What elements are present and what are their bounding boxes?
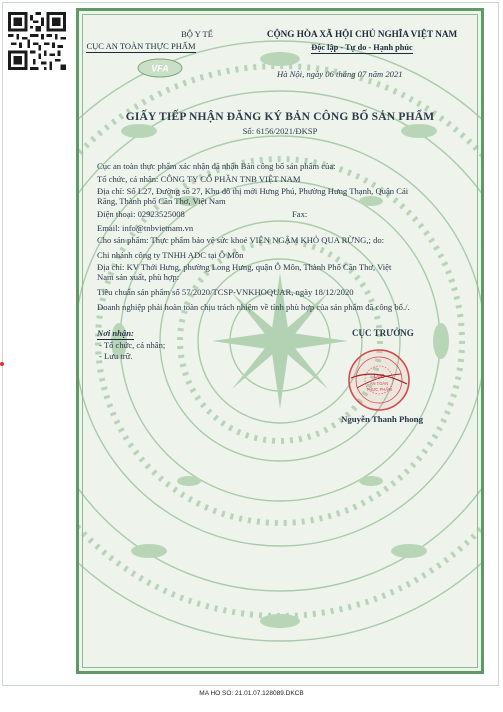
document-title: GIẤY TIẾP NHẬN ĐĂNG KÝ BẢN CÔNG BỐ SẢN PHẨM — [125, 111, 435, 123]
dossier-code: MA HO SO: 21.01.07.128089.DKCB — [199, 690, 304, 697]
address-line-cont: Răng, Thành phố Cần Thơ, Việt Nam — [97, 196, 226, 206]
vfa-logo — [137, 58, 183, 78]
document-number: Số: 6156/2021/ĐKSP — [242, 126, 318, 136]
organization-line: Tổ chức, cá nhân: CÔNG TY CỔ PHẦN TNB VIỆT NAM — [97, 174, 301, 184]
responsibility-line: Doanh nghiệp phải hoàn toàn chịu trách nhiệm về tính phù hợp của sản phẩm đã công bố./. — [97, 302, 410, 312]
email-line: Email: info@tnbvietnam.vn — [97, 223, 194, 233]
svg-text:CỤC: CỤC — [373, 374, 385, 380]
product-line: Cho sản phẩm: Thực phẩm bảo vệ sức khoẻ VIÊN NGẬM KHỎ QUA RỪNG,; do: — [97, 235, 385, 245]
page-marker — [0, 362, 4, 366]
red-seal-stamp — [347, 348, 411, 412]
fax-label: Fax: — [292, 209, 308, 219]
signer-role: CỤC TRƯỞNG — [352, 328, 414, 338]
place-date: Hà Nội, ngày 06 tháng 07 năm 2021 — [277, 69, 403, 79]
signer-name: Nguyễn Thanh Phong — [341, 414, 423, 424]
manufacturer-address-line: Địa chỉ: KV Thới Hưng, phường Long Hưng, quận Ô Môn, Thành Phố Cần Thơ, Việt — [97, 262, 392, 272]
svg-text:THỰC PHẨM: THỰC PHẨM — [366, 387, 392, 392]
svg-text:AN TOÀN: AN TOÀN — [369, 381, 389, 386]
address-line: Địa chỉ: Số L27, Đường số 27, Khu đô thị mới Hưng Phú, Phường Hưng Thạnh, Quận Cái — [97, 186, 409, 196]
intro-line: Cục an toàn thực phẩm xác nhận đã nhận Bản công bố sản phẩm của: — [97, 161, 336, 171]
qr-code — [8, 12, 66, 70]
svg-text:VFA: VFA — [151, 63, 169, 74]
manufacturer-line: Chi nhánh công ty TNHH ADC tại Ô Môn — [97, 250, 244, 260]
country-name: CỘNG HÒA XÃ HỘI CHỦ NGHĨA VIỆT NAM — [266, 29, 458, 39]
recipient-item: - Tổ chức, cá nhân; — [99, 340, 166, 350]
ministry-name: BỘ Y TẾ — [181, 29, 213, 39]
standard-line: Tiêu chuẩn sản phẩm số 57/2020/TCSP-VNKHOQUAR, ngày 18/12/2020 — [97, 287, 354, 297]
manufacturer-address-cont: Nam sản xuất, phù hợp: — [97, 272, 180, 282]
recipients-heading: Nơi nhận: — [97, 328, 134, 338]
phone-line: Điện thoại: 02923525008 — [97, 209, 185, 219]
motto: Độc lập - Tự do - Hạnh phúc — [311, 43, 413, 52]
certificate — [76, 8, 484, 674]
recipient-item: - Lưu trữ. — [99, 351, 133, 361]
agency-name: CỤC AN TOÀN THỰC PHẨM — [86, 41, 196, 51]
